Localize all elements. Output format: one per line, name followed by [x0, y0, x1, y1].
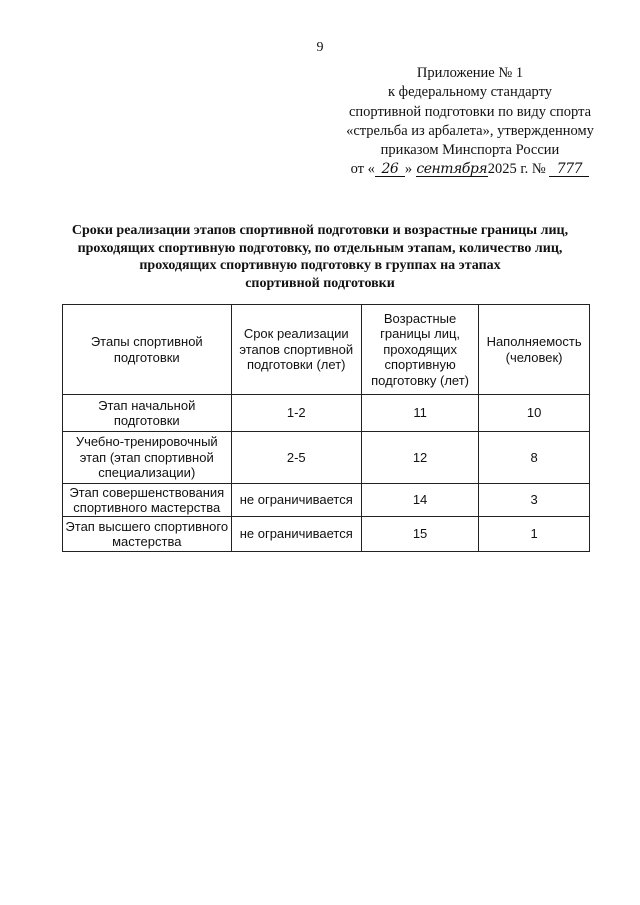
header-group-size: Наполняемость (человек): [479, 305, 590, 395]
table-header-row: [63, 305, 590, 395]
page-number: 9: [316, 40, 324, 55]
cell-group-size: 1: [479, 517, 590, 552]
document-title: [50, 222, 590, 292]
appendix-line: «стрельба из арбалета», утвержденному: [346, 122, 594, 139]
cell-group-size: 8: [479, 432, 590, 484]
header-duration: Срок реализации этапов спортивной подготовки (лет): [231, 305, 361, 395]
table-row: [63, 517, 590, 552]
cell-group-size: 3: [479, 484, 590, 517]
appendix-line: спортивной подготовки по виду спорта: [348, 103, 592, 120]
handwritten-order-number: 777: [549, 162, 589, 177]
cell-stage: Учебно-тренировочный этап (этап спортивной специализации): [63, 432, 232, 484]
header-stages: Этапы спортивной подготовки: [63, 305, 232, 395]
date-prefix: от «: [350, 161, 375, 178]
cell-stage: Этап совершенствования спортивного мастерства: [63, 484, 232, 517]
title-line: проходящих спортивную подготовку в группах на этапах: [139, 258, 501, 273]
appendix-line: Приложение № 1: [416, 65, 524, 81]
title-line: Сроки реализации этапов спортивной подготовки и возрастные границы лиц,: [71, 223, 569, 238]
appendix-line: приказом Минспорта России: [380, 142, 560, 159]
title-line: проходящих спортивную подготовку, по отдельным этапам, количество лиц,: [77, 240, 563, 256]
handwritten-day: 26: [375, 162, 405, 177]
training-stages-table: [62, 304, 590, 552]
cell-age: 11: [361, 395, 478, 432]
cell-duration: 2-5: [231, 432, 361, 484]
cell-duration: не ограничивается: [231, 517, 361, 552]
table-row: [63, 432, 590, 484]
handwritten-month: сентября: [416, 161, 488, 178]
appendix-line: к федеральному стандарту: [388, 84, 552, 101]
cell-age: 12: [361, 432, 478, 484]
cell-group-size: 10: [479, 395, 590, 432]
order-date-line: [330, 160, 610, 179]
table-row: [63, 395, 590, 432]
appendix-block: [330, 64, 610, 180]
header-age-limits: Возрастные границы лиц, проходящих спортивную подготовку (лет): [361, 305, 478, 395]
title-line: спортивной подготовки: [245, 275, 395, 291]
cell-age: 14: [361, 484, 478, 517]
cell-stage: Этап начальной подготовки: [63, 395, 232, 432]
date-day-close: »: [404, 161, 413, 178]
cell-duration: не ограничивается: [231, 484, 361, 517]
cell-stage: Этап высшего спортивного мастерства: [63, 517, 232, 552]
cell-duration: 1-2: [231, 395, 361, 432]
date-year: 2025 г. №: [487, 161, 546, 178]
cell-age: 15: [361, 517, 478, 552]
table-row: [63, 484, 590, 517]
